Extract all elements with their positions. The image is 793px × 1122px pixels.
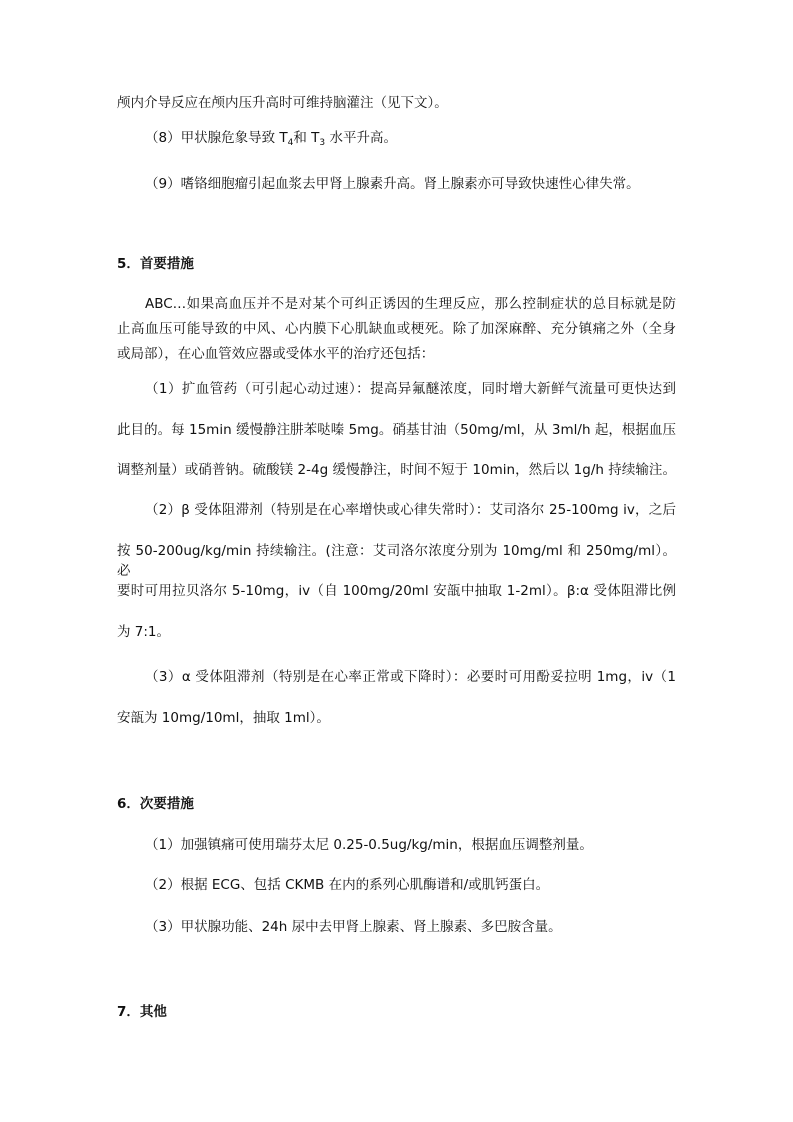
section-heading-6: 6．次要措施 [117,796,194,812]
subscript: 3 [319,138,326,148]
paragraph-line: （1）扩血管药（可引起心动过速）：提高异氟醚浓度，同时增大新鲜气流量可更快达到 [145,381,676,397]
text: 水平升高。 [329,130,397,146]
list-item: （3）甲状腺功能、24h 尿中去甲肾上腺素、肾上腺素、多巴胺含量。 [145,919,562,935]
paragraph-line: 安瓿为 10mg/10ml，抽取 1ml）。 [117,710,330,726]
list-item: （1）加强镇痛可使用瑞芬太尼 0.25-0.5ug/kg/min，根据血压调整剂量。 [145,837,593,853]
list-item-8 [145,128,397,148]
subscript: 4 [287,138,294,148]
paragraph-line: （3）α 受体阻滞剂（特别是在心率正常或下降时）：必要时可用酚妥拉明 1mg，iv（1 [145,669,676,685]
paragraph-line: 为 7:1。 [117,624,171,640]
list-item: （2）根据 ECG、包括 CKMB 在内的系列心肌酶谱和/或肌钙蛋白。 [145,877,550,893]
text: （8）甲状腺危象导致 T [145,130,288,146]
paragraph-line: 按 50-200ug/kg/min 持续输注。(注意：艾司洛尔浓度分别为 10mg/ml 和 250mg/ml）。必 [117,543,676,579]
paragraph-line: 要时可用拉贝洛尔 5-10mg，iv（自 100mg/20ml 安瓿中抽取 1-2ml）。β:α 受体阻滞比例 [117,583,676,599]
list-item-9: （9）嗜铬细胞瘤引起血浆去甲肾上腺素升高。肾上腺素亦可导致快速性心律失常。 [145,176,640,192]
paragraph-line: ABC…如果高血压并不是对某个可纠正诱因的生理反应，那么控制症状的总目标就是防 [145,296,676,312]
text: 和 T [293,130,320,146]
section-heading-7: 7．其他 [117,1004,167,1020]
paragraph-line: 此目的。每 15min 缓慢静注肼苯哒嗪 5mg。硝基甘油（50mg/ml，从 3ml/h 起，根据血压 [117,422,676,438]
paragraph-line: 或局部），在心血管效应器或受体水平的治疗还包括： [117,346,435,362]
paragraph-line: 颅内介导反应在颅内压升高时可维持脑灌注（见下文）。 [117,95,448,111]
paragraph-line: （2）β 受体阻滞剂（特别是在心率增快或心律失常时）：艾司洛尔 25-100mg iv，之后 [145,502,676,518]
paragraph-line: 调整剂量）或硝普钠。硫酸镁 2-4g 缓慢静注，时间不短于 10min，然后以 1g/h 持续输注。 [117,462,676,478]
paragraph-line: 止高血压可能导致的中风、心内膜下心肌缺血或梗死。除了加深麻醉、充分镇痛之外（全身 [117,321,676,337]
section-heading-5: 5．首要措施 [117,256,194,272]
